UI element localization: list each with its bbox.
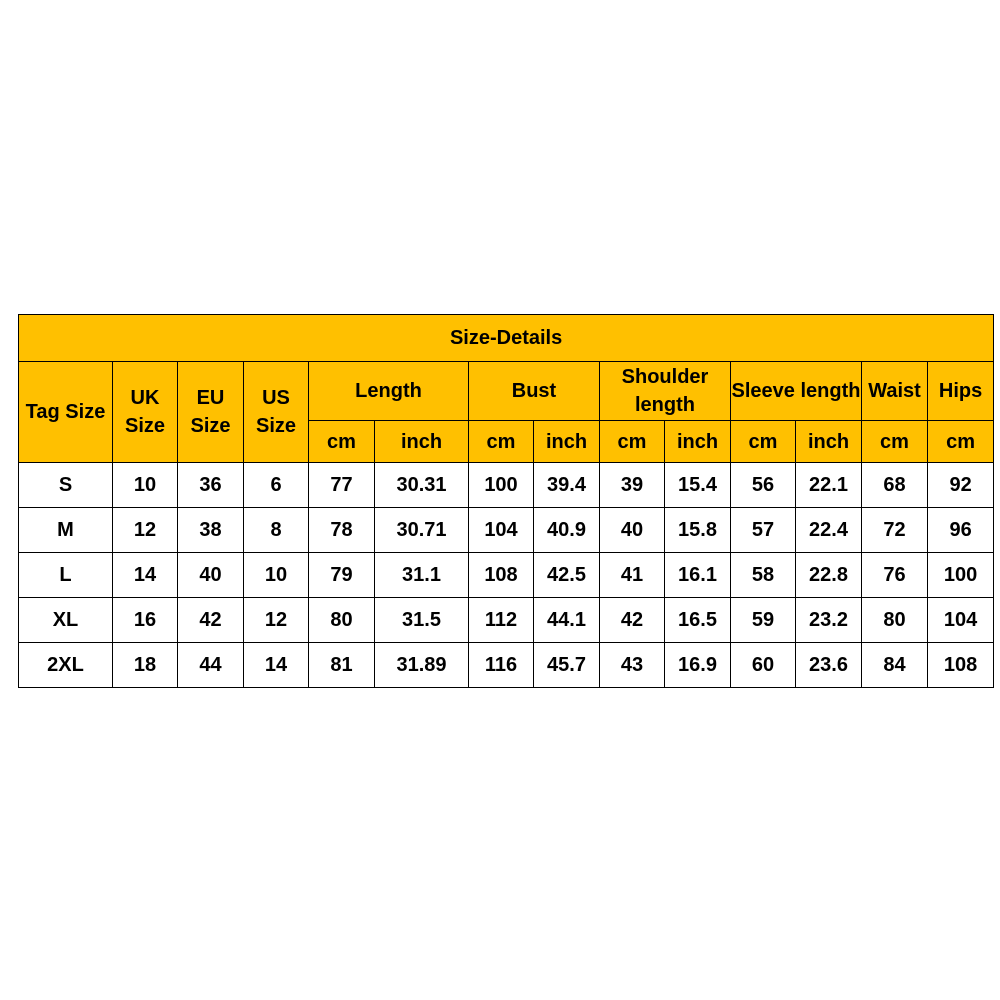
cell-tag-size: M bbox=[19, 508, 113, 553]
cell-shoulder-inch: 16.5 bbox=[665, 598, 731, 643]
cell-tag-size: 2XL bbox=[19, 643, 113, 688]
cell-tag-size: S bbox=[19, 463, 113, 508]
header-tag-size: Tag Size bbox=[19, 362, 113, 463]
cell-sleeve-inch: 22.8 bbox=[796, 553, 862, 598]
cell-sleeve-cm: 59 bbox=[731, 598, 796, 643]
cell-us-size: 12 bbox=[244, 598, 309, 643]
cell-eu-size: 44 bbox=[178, 643, 244, 688]
cell-shoulder-inch: 15.4 bbox=[665, 463, 731, 508]
header-row bbox=[19, 362, 994, 421]
unit-length-cm: cm bbox=[309, 421, 375, 463]
cell-sleeve-inch: 22.4 bbox=[796, 508, 862, 553]
cell-bust-cm: 104 bbox=[469, 508, 534, 553]
cell-length-inch: 30.71 bbox=[375, 508, 469, 553]
cell-sleeve-cm: 58 bbox=[731, 553, 796, 598]
cell-shoulder-inch: 16.1 bbox=[665, 553, 731, 598]
cell-shoulder-cm: 39 bbox=[600, 463, 665, 508]
unit-waist-cm: cm bbox=[862, 421, 928, 463]
cell-sleeve-inch: 23.2 bbox=[796, 598, 862, 643]
cell-bust-cm: 100 bbox=[469, 463, 534, 508]
header-waist: Waist bbox=[862, 362, 928, 421]
cell-bust-inch: 40.9 bbox=[534, 508, 600, 553]
cell-bust-inch: 42.5 bbox=[534, 553, 600, 598]
table-row bbox=[19, 508, 994, 553]
cell-eu-size: 40 bbox=[178, 553, 244, 598]
size-details-table bbox=[18, 314, 994, 688]
cell-waist-cm: 72 bbox=[862, 508, 928, 553]
cell-us-size: 10 bbox=[244, 553, 309, 598]
header-sleeve-length: Sleeve length bbox=[731, 362, 862, 421]
cell-bust-cm: 108 bbox=[469, 553, 534, 598]
cell-length-inch: 31.89 bbox=[375, 643, 469, 688]
header-us-size: US Size bbox=[244, 362, 309, 463]
cell-us-size: 8 bbox=[244, 508, 309, 553]
cell-waist-cm: 68 bbox=[862, 463, 928, 508]
cell-hips-cm: 108 bbox=[928, 643, 994, 688]
cell-bust-inch: 44.1 bbox=[534, 598, 600, 643]
header-hips: Hips bbox=[928, 362, 994, 421]
unit-bust-cm: cm bbox=[469, 421, 534, 463]
cell-bust-cm: 116 bbox=[469, 643, 534, 688]
cell-shoulder-cm: 43 bbox=[600, 643, 665, 688]
cell-length-cm: 77 bbox=[309, 463, 375, 508]
cell-hips-cm: 100 bbox=[928, 553, 994, 598]
cell-length-inch: 30.31 bbox=[375, 463, 469, 508]
cell-sleeve-inch: 22.1 bbox=[796, 463, 862, 508]
unit-sleeve-cm: cm bbox=[731, 421, 796, 463]
cell-bust-cm: 112 bbox=[469, 598, 534, 643]
cell-sleeve-cm: 57 bbox=[731, 508, 796, 553]
unit-shoulder-inch: inch bbox=[665, 421, 731, 463]
cell-sleeve-cm: 60 bbox=[731, 643, 796, 688]
cell-length-cm: 78 bbox=[309, 508, 375, 553]
unit-length-inch: inch bbox=[375, 421, 469, 463]
cell-length-cm: 79 bbox=[309, 553, 375, 598]
unit-hips-cm: cm bbox=[928, 421, 994, 463]
table-row bbox=[19, 643, 994, 688]
table-body bbox=[19, 463, 994, 688]
cell-waist-cm: 80 bbox=[862, 598, 928, 643]
table-title: Size-Details bbox=[19, 315, 994, 362]
cell-us-size: 14 bbox=[244, 643, 309, 688]
header-bust: Bust bbox=[469, 362, 600, 421]
table-row bbox=[19, 463, 994, 508]
table-row bbox=[19, 598, 994, 643]
cell-length-inch: 31.5 bbox=[375, 598, 469, 643]
header-eu-size: EU Size bbox=[178, 362, 244, 463]
cell-sleeve-cm: 56 bbox=[731, 463, 796, 508]
cell-waist-cm: 76 bbox=[862, 553, 928, 598]
cell-hips-cm: 96 bbox=[928, 508, 994, 553]
cell-us-size: 6 bbox=[244, 463, 309, 508]
cell-length-cm: 80 bbox=[309, 598, 375, 643]
cell-length-cm: 81 bbox=[309, 643, 375, 688]
cell-tag-size: L bbox=[19, 553, 113, 598]
header-uk-size: UK Size bbox=[113, 362, 178, 463]
cell-hips-cm: 104 bbox=[928, 598, 994, 643]
cell-waist-cm: 84 bbox=[862, 643, 928, 688]
cell-shoulder-cm: 42 bbox=[600, 598, 665, 643]
header-shoulder-length: Shoulder length bbox=[600, 362, 731, 421]
cell-uk-size: 10 bbox=[113, 463, 178, 508]
unit-sleeve-inch: inch bbox=[796, 421, 862, 463]
cell-length-inch: 31.1 bbox=[375, 553, 469, 598]
cell-shoulder-cm: 41 bbox=[600, 553, 665, 598]
cell-uk-size: 16 bbox=[113, 598, 178, 643]
title-row bbox=[19, 315, 994, 362]
cell-uk-size: 14 bbox=[113, 553, 178, 598]
cell-sleeve-inch: 23.6 bbox=[796, 643, 862, 688]
cell-eu-size: 42 bbox=[178, 598, 244, 643]
cell-bust-inch: 39.4 bbox=[534, 463, 600, 508]
table-row bbox=[19, 553, 994, 598]
header-length: Length bbox=[309, 362, 469, 421]
cell-eu-size: 36 bbox=[178, 463, 244, 508]
unit-bust-inch: inch bbox=[534, 421, 600, 463]
cell-shoulder-inch: 16.9 bbox=[665, 643, 731, 688]
unit-shoulder-cm: cm bbox=[600, 421, 665, 463]
cell-shoulder-cm: 40 bbox=[600, 508, 665, 553]
cell-bust-inch: 45.7 bbox=[534, 643, 600, 688]
cell-uk-size: 18 bbox=[113, 643, 178, 688]
cell-shoulder-inch: 15.8 bbox=[665, 508, 731, 553]
cell-tag-size: XL bbox=[19, 598, 113, 643]
cell-uk-size: 12 bbox=[113, 508, 178, 553]
cell-eu-size: 38 bbox=[178, 508, 244, 553]
cell-hips-cm: 92 bbox=[928, 463, 994, 508]
